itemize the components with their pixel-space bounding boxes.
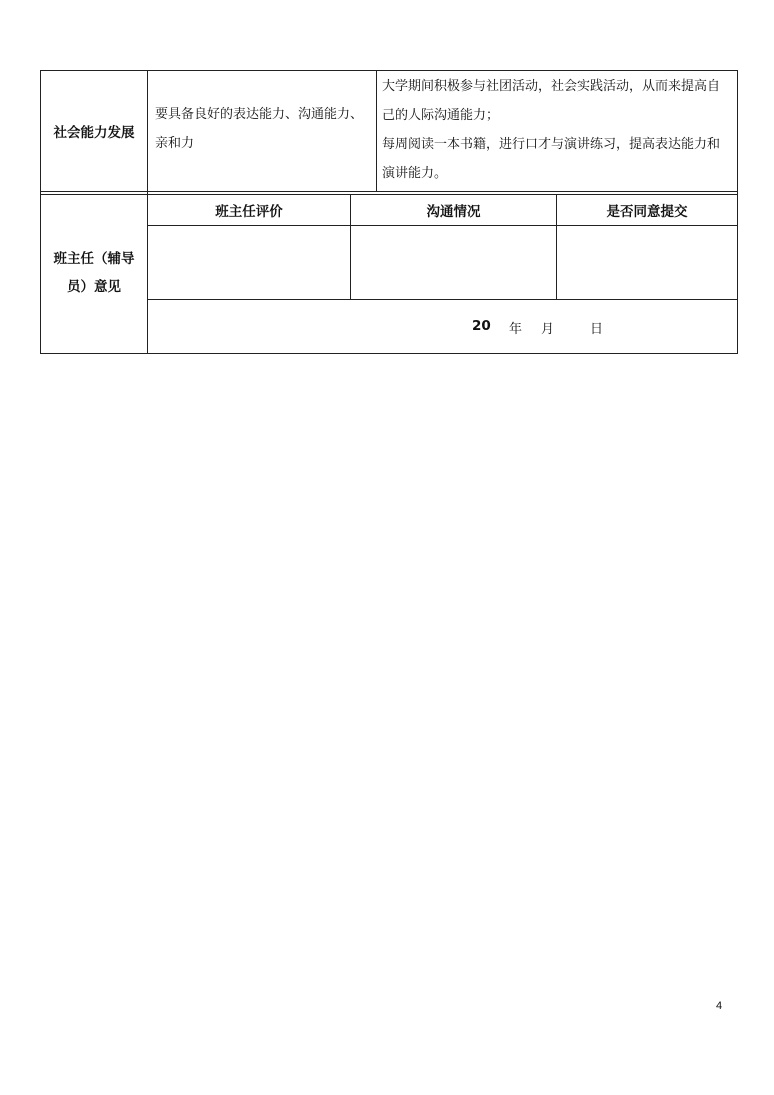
- requirement-line: 亲和力: [155, 136, 195, 151]
- plan-line: 演讲能力。: [382, 166, 448, 181]
- requirement-text: [155, 100, 375, 158]
- date-day-label: 日: [590, 322, 604, 337]
- plan-line: 大学期间积极参与社团活动，社会实践活动，从而来提高自: [382, 79, 721, 94]
- approve-submit-cell[interactable]: [557, 226, 737, 299]
- requirement-line: 要具备良好的表达能力、沟通能力、: [155, 107, 364, 122]
- page-number: 4: [716, 1000, 723, 1012]
- teacher-opinion-label: [41, 245, 147, 301]
- teacher-opinion-label-line: 员）意见: [67, 279, 121, 295]
- date-month-label: 月: [541, 322, 555, 337]
- plan-line: 每周阅读一本书籍，进行口才与演讲练习，提高表达能力和: [382, 137, 721, 152]
- date-year-prefix: 20: [472, 318, 491, 334]
- communication-cell[interactable]: [351, 226, 556, 299]
- header-communication: 沟通情况: [426, 204, 481, 220]
- plan-column-divider: [376, 70, 377, 192]
- teacher-evaluation-cell[interactable]: [148, 226, 350, 299]
- date-row: [148, 300, 737, 353]
- date-year-label: 年: [509, 322, 523, 337]
- table-border-bottom: [40, 353, 738, 354]
- plan-line: 己的人际沟通能力；: [382, 108, 500, 123]
- plan-text: [382, 72, 738, 188]
- teacher-opinion-label-line: 班主任（辅导: [53, 251, 135, 267]
- social-ability-label: 社会能力发展: [53, 125, 135, 141]
- header-teacher-evaluation: 班主任评价: [215, 204, 283, 220]
- row-divider: [40, 191, 738, 192]
- header-approve-submit: 是否同意提交: [606, 204, 688, 220]
